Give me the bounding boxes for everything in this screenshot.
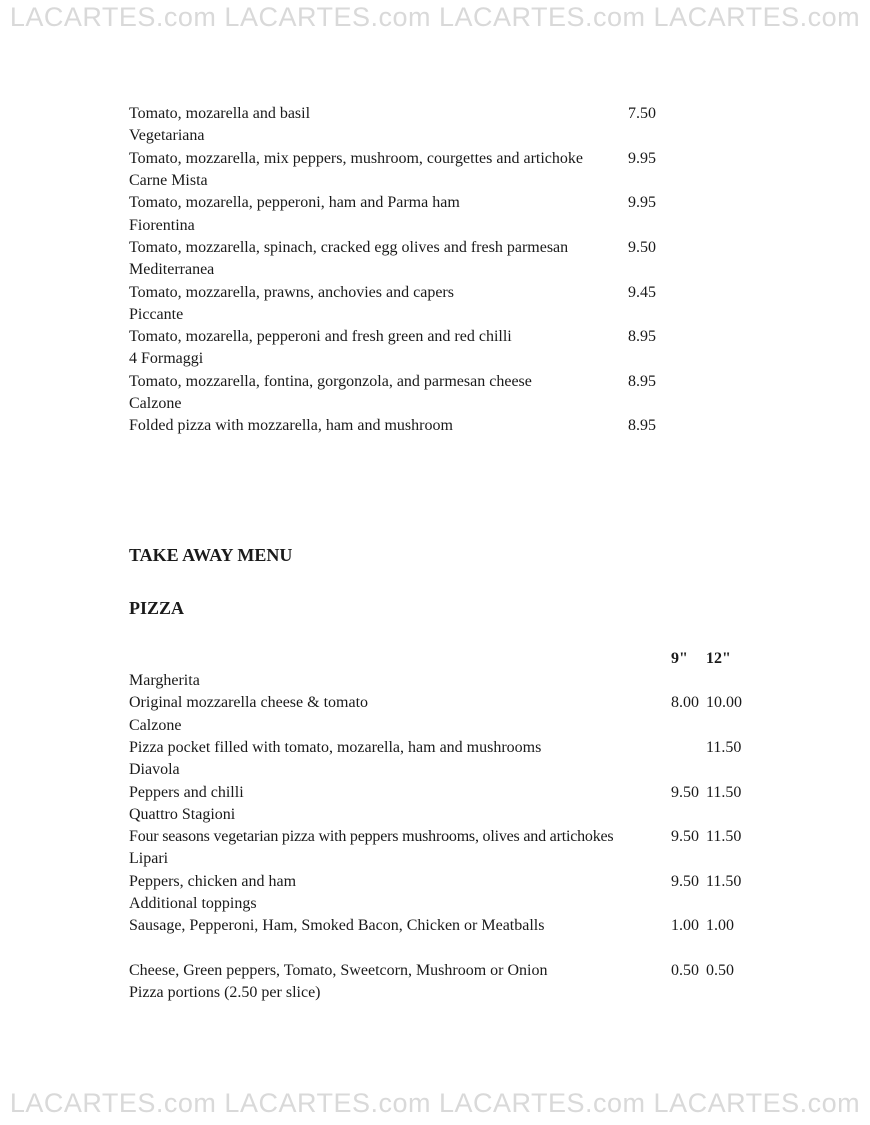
pizza-price-9: 8.00 <box>671 694 699 711</box>
menu-item-description: Tomato, mozarella and basil <box>129 105 311 122</box>
pizza-price-12: 11.50 <box>706 739 742 756</box>
pizza-price-9: 9.50 <box>671 873 699 890</box>
watermark-top: LACARTES.com LACARTES.com LACARTES.com LACARTES.com <box>9 2 861 32</box>
topping-description: Cheese, Green peppers, Tomato, Sweetcorn, Mushroom or Onion <box>129 962 548 979</box>
pizza-name: Quattro Stagioni <box>129 806 236 823</box>
menu-item-name: Mediterranea <box>129 261 215 278</box>
pizza-description: Peppers and chilli <box>129 784 244 801</box>
menu-item-price: 8.95 <box>628 373 656 390</box>
pizza-price-9: 9.50 <box>671 828 699 845</box>
menu-item-description: Tomato, mozarella, pepperoni and fresh green and red chilli <box>129 328 512 345</box>
watermark-bottom: LACARTES.com LACARTES.com LACARTES.com LACARTES.com <box>9 1088 861 1118</box>
menu-item-name: Calzone <box>129 395 182 412</box>
menu-item-name: Vegetariana <box>129 127 205 144</box>
menu-item-description: Folded pizza with mozzarella, ham and mushroom <box>129 417 453 434</box>
menu-item-price: 8.95 <box>628 417 656 434</box>
pizza-heading: PIZZA <box>129 598 185 618</box>
pizza-price-12: 11.50 <box>706 873 742 890</box>
pizza-price-12: 10.00 <box>706 694 742 711</box>
takeaway-title: TAKE AWAY MENU <box>129 545 293 565</box>
menu-item-name: Piccante <box>129 306 184 323</box>
menu-item-price: 7.50 <box>628 105 656 122</box>
menu-item-description: Tomato, mozzarella, fontina, gorgonzola, and parmesan cheese <box>129 373 532 390</box>
menu-item-name: Fiorentina <box>129 217 195 234</box>
menu-item-name: 4 Formaggi <box>129 350 204 367</box>
pizza-description: Pizza pocket filled with tomato, mozarella, ham and mushrooms <box>129 739 542 756</box>
size-9-column-header: 9" <box>671 650 688 667</box>
pizza-portions: Pizza portions (2.50 per slice) <box>129 984 321 1001</box>
pizza-name: Margherita <box>129 672 200 689</box>
menu-item-price: 9.50 <box>628 239 656 256</box>
toppings-title: Additional toppings <box>129 895 257 912</box>
pizza-name: Diavola <box>129 761 180 778</box>
topping-price-12: 0.50 <box>706 962 734 979</box>
menu-item-description: Tomato, mozzarella, prawns, anchovies and capers <box>129 284 454 301</box>
pizza-description: Peppers, chicken and ham <box>129 873 297 890</box>
pizza-name: Lipari <box>129 850 169 867</box>
pizza-name: Calzone <box>129 717 182 734</box>
menu-item-name: Carne Mista <box>129 172 208 189</box>
menu-item-price: 9.95 <box>628 150 656 167</box>
menu-item-price: 9.95 <box>628 194 656 211</box>
topping-description: Sausage, Pepperoni, Ham, Smoked Bacon, Chicken or Meatballs <box>129 917 545 934</box>
pizza-description: Four seasons vegetarian pizza with peppers mushrooms, olives and artichokes <box>129 828 614 845</box>
menu-item-description: Tomato, mozarella, pepperoni, ham and Parma ham <box>129 194 460 211</box>
size-12-column-header: 12" <box>706 650 731 667</box>
menu-item-price: 9.45 <box>628 284 656 301</box>
pizza-price-9: 9.50 <box>671 784 699 801</box>
menu-item-price: 8.95 <box>628 328 656 345</box>
pizza-price-12: 11.50 <box>706 784 742 801</box>
topping-price-12: 1.00 <box>706 917 734 934</box>
menu-item-description: Tomato, mozzarella, mix peppers, mushroom, courgettes and artichoke <box>129 150 583 167</box>
topping-price-9: 1.00 <box>671 917 699 934</box>
topping-price-9: 0.50 <box>671 962 699 979</box>
pizza-description: Original mozzarella cheese & tomato <box>129 694 369 711</box>
menu-item-description: Tomato, mozzarella, spinach, cracked egg olives and fresh parmesan <box>129 239 569 256</box>
pizza-price-12: 11.50 <box>706 828 742 845</box>
